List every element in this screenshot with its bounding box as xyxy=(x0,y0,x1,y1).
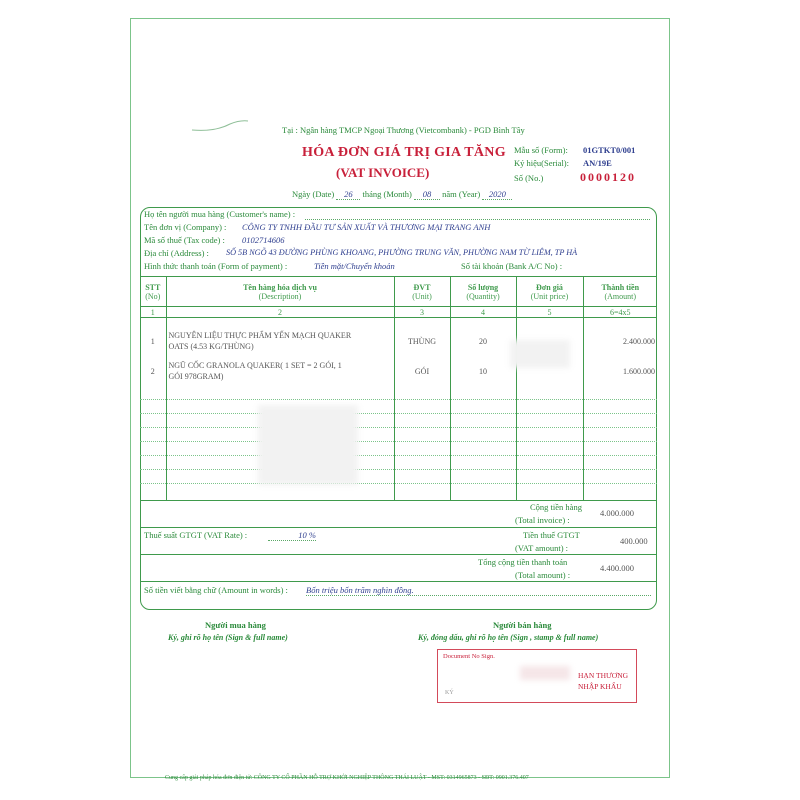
row-divider xyxy=(140,581,657,582)
seal-line-1: HẠN THƯƠNG xyxy=(578,671,629,680)
invoice-number: 0000120 xyxy=(580,170,636,184)
year-label: năm (Year) xyxy=(442,189,481,199)
row-divider xyxy=(140,527,657,528)
address-value: SỐ 5B NGÕ 43 ĐƯỜNG PHÙNG KHOANG, PHƯỜNG TRUNG VĂN, PHƯỜNG NAM TỪ LIÊM, TP HÀ xyxy=(226,248,578,257)
buyer-name-label: Họ tên người mua hàng (Customer's name) : xyxy=(144,209,296,219)
row-divider xyxy=(140,554,657,555)
payment-value: Tiền mặt/Chuyển khoản xyxy=(314,261,395,271)
year-value: 2020 xyxy=(482,189,512,200)
table-row: 1 NGUYÊN LIỆU THỰC PHẨM YẾN MẠCH QUAKER OATS (4.53 KG/THÙNG) THÙNG 20 2.400.000 xyxy=(140,326,657,356)
column-header: Số lượng (Quantity) xyxy=(450,277,516,307)
vat-rate-label: Thuế suất GTGT (VAT Rate) : xyxy=(144,530,248,540)
amount-in-words-value: Bốn triệu bốn trăm nghìn đồng. xyxy=(306,585,651,596)
buyer-signature-note: Ký, ghi rõ họ tên (Sign & full name) xyxy=(168,633,288,642)
company-label: Tên đơn vị (Company) : xyxy=(144,222,227,232)
buyer-signature-title: Người mua hàng xyxy=(205,620,266,630)
document-no-sign: Document No Sign. xyxy=(443,653,495,660)
amount-in-words-label: Số tiền viết bằng chữ (Amount in words) : xyxy=(144,585,288,595)
company-value: CÔNG TY TNHH ĐẦU TƯ SẢN XUẤT VÀ THƯƠNG MẠI TRANG ANH xyxy=(242,222,491,232)
seller-signature-note: Ký, đóng dấu, ghi rõ họ tên (Sign , stamp & full name) xyxy=(418,633,599,642)
column-header: Đơn giá (Unit price) xyxy=(516,277,583,307)
payment-label: Hình thức thanh toán (Form of payment) : xyxy=(144,261,288,271)
table-row xyxy=(140,414,657,428)
subtotal-label-en: (Total invoice) : xyxy=(515,515,570,525)
form-label: Mẫu số (Form): xyxy=(514,145,568,155)
total-label: Tổng cộng tiền thanh toán xyxy=(478,557,568,567)
redacted-seal xyxy=(520,666,570,680)
table-row xyxy=(140,400,657,414)
table-row xyxy=(140,456,657,470)
seller-signature-title: Người bán hàng xyxy=(493,620,552,630)
seal-small-text: KÝ xyxy=(445,690,454,696)
buyer-name-line xyxy=(305,218,650,220)
column-header: ĐVT (Unit) xyxy=(394,277,450,307)
table-row xyxy=(140,470,657,484)
month-label: tháng (Month) xyxy=(362,189,412,199)
serial-value: AN/19E xyxy=(583,158,612,168)
subtotal-value: 4.000.000 xyxy=(600,508,634,518)
column-header: Tên hàng hóa dịch vụ (Description) xyxy=(166,277,394,307)
invoice-title-en: (VAT INVOICE) xyxy=(336,165,430,180)
column-header: Thành tiền (Amount) xyxy=(583,277,657,307)
vat-amount-label: Tiền thuế GTGT xyxy=(523,530,580,540)
vat-amount-value: 400.000 xyxy=(620,536,648,546)
address-label: Địa chỉ (Address) : xyxy=(144,248,209,258)
footer-provider: Cung cấp giải pháp hóa đơn điện tử: CÔNG TY CỔ PHẦN HỖ TRỢ KHỞI NGHIỆP THÔNG THÁI LUẬT - MST: 0314965873 - SĐT: 0901.376.407 xyxy=(165,775,529,781)
account-label: Số tài khoản (Bank A/C No) : xyxy=(461,261,563,271)
serial-label: Ký hiệu(Serial): xyxy=(514,158,569,168)
table-row: 2 NGŨ CỐC GRANOLA QUAKER( 1 SET = 2 GÓI, 1 GÓI 978GRAM) GÓI 10 1.600.000 xyxy=(140,356,657,386)
decorative-swirl-icon xyxy=(190,118,250,132)
table-row xyxy=(140,318,657,327)
subtotal-label: Cộng tiền hàng xyxy=(530,502,582,512)
month-value: 08 xyxy=(414,189,440,200)
table-row xyxy=(140,386,657,400)
column-header: STT (No) xyxy=(140,277,166,307)
date-line xyxy=(292,189,512,200)
invoice-title: HÓA ĐƠN GIÁ TRỊ GIA TĂNG xyxy=(302,145,506,160)
seal-line-2: NHẬP KHẨU xyxy=(578,682,622,691)
totals-divider xyxy=(140,500,657,501)
redacted-price xyxy=(510,340,570,368)
vat-rate-value: 10 % xyxy=(268,530,316,541)
tax-value: 0102714606 xyxy=(242,235,285,245)
column-number-row: 1 2 3 4 5 6=4x5 xyxy=(140,307,657,318)
table-header-row xyxy=(140,277,657,307)
form-value: 01GTKT0/001 xyxy=(583,145,636,155)
table-row xyxy=(140,442,657,456)
redacted-area xyxy=(258,405,358,485)
day-label: Ngày (Date) xyxy=(292,189,335,199)
table-row xyxy=(140,428,657,442)
items-table xyxy=(140,276,657,500)
bank-line: Tại : Ngân hàng TMCP Ngoại Thương (Vietcombank) - PGD Bình Tây xyxy=(282,125,525,135)
day-value: 26 xyxy=(336,189,360,200)
table-row xyxy=(140,484,657,500)
total-label-en: (Total amount) : xyxy=(515,570,571,580)
total-value: 4.400.000 xyxy=(600,563,634,573)
vat-amount-label-en: (VAT amount) : xyxy=(515,543,569,553)
invoice-number-label: Số (No.) xyxy=(514,173,544,183)
tax-label: Mã số thuế (Tax code) : xyxy=(144,235,225,245)
